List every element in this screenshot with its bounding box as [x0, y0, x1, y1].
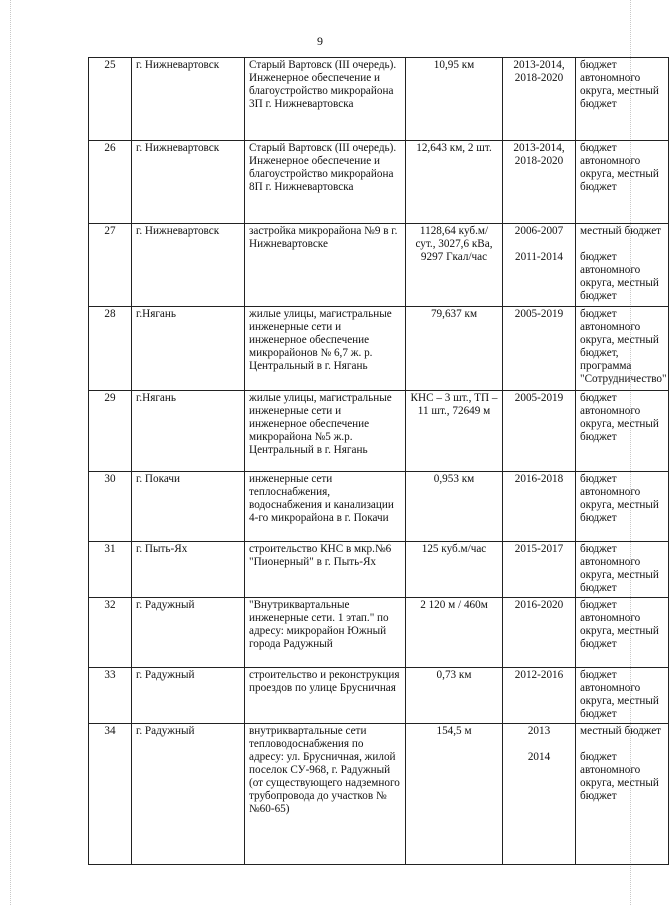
row-number: 32 [89, 598, 132, 668]
city-cell: г. Нижневартовск [132, 58, 245, 141]
description-cell: Старый Вартовск (III очередь). Инженерное обеспечение и благоустройство микрорайона 8П г. Нижневартовска [245, 141, 406, 224]
funding-cell [576, 224, 669, 307]
row-number: 30 [89, 472, 132, 542]
funding-cell: бюджет автономного округа, местный бюджет [576, 141, 669, 224]
page-number: 9 [317, 34, 323, 48]
funding-cell: бюджет автономного округа, местный бюджет [576, 58, 669, 141]
row-number: 29 [89, 391, 132, 472]
funding-cell: бюджет автономного округа, местный бюджет [576, 598, 669, 668]
funding-value: местный бюджет [580, 225, 662, 237]
funding-cell: бюджет автономного округа, местный бюджет, программа "Сотрудничество" [576, 307, 669, 391]
table-row [89, 307, 669, 391]
city-cell: г. Пыть-Ях [132, 542, 245, 598]
description-cell: жилые улицы, магистральные инженерные сети и инженерное обеспечение микрорайона №5 ж.р. Центральный в г. Нягань [245, 391, 406, 472]
row-number: 33 [89, 668, 132, 724]
description-cell: Старый Вартовск (III очередь). Инженерное обеспечение и благоустройство микрорайона 3П г. Нижневартовска [245, 58, 406, 141]
years-value: 2006-2007 [514, 225, 564, 237]
city-cell: г.Нягань [132, 391, 245, 472]
capacity-cell: 12,643 км, 2 шт. [406, 141, 503, 224]
years-value-second: 2014 [527, 751, 551, 763]
funding-cell: бюджет автономного округа, местный бюджет [576, 668, 669, 724]
description-cell: внутриквартальные сети тепловодоснабжения по адресу: ул. Брусничная, жилой поселок СУ-968, г. Радужный (от существующего надземного трубопровода до участков №№60-65) [245, 724, 406, 865]
capacity-cell: 1128,64 куб.м/сут., 3027,6 кВа, 9297 Гкал/час [406, 224, 503, 307]
description-cell: застройка микрорайона №9 в г. Нижневартовске [245, 224, 406, 307]
row-number: 31 [89, 542, 132, 598]
table-row [89, 598, 669, 668]
funding-cell [576, 724, 669, 865]
description-cell: строительство и реконструкция проездов по улице Брусничная [245, 668, 406, 724]
years-cell [503, 724, 576, 865]
description-cell: жилые улицы, магистральные инженерные сети и инженерное обеспечение микрорайонов № 6,7 ж. р. Центральный в г. Нягань [245, 307, 406, 391]
city-cell: г. Нижневартовск [132, 224, 245, 307]
city-cell: г. Радужный [132, 598, 245, 668]
city-cell: г. Радужный [132, 724, 245, 865]
row-number: 26 [89, 141, 132, 224]
table-row [89, 472, 669, 542]
funding-value-second: бюджет автономного округа, местный бюджет [580, 251, 659, 302]
table-row [89, 141, 669, 224]
row-number: 34 [89, 724, 132, 865]
description-cell: строительство КНС в мкр.№6 "Пионерный" в г. Пыть-Ях [245, 542, 406, 598]
years-cell: 2013-2014, 2018-2020 [503, 58, 576, 141]
projects-table [88, 57, 669, 865]
table-row [89, 391, 669, 472]
row-number: 28 [89, 307, 132, 391]
years-cell [503, 224, 576, 307]
description-cell: "Внутриквартальные инженерные сети. 1 этап." по адресу: микрорайон Южный города Радужный [245, 598, 406, 668]
capacity-cell: 125 куб.м/час [406, 542, 503, 598]
years-cell: 2005-2019 [503, 391, 576, 472]
city-cell: г.Нягань [132, 307, 245, 391]
table-row [89, 668, 669, 724]
years-cell: 2013-2014, 2018-2020 [503, 141, 576, 224]
capacity-cell: КНС – 3 шт., ТП – 11 шт., 72649 м [406, 391, 503, 472]
table-row [89, 58, 669, 141]
years-cell: 2012-2016 [503, 668, 576, 724]
scan-edge-left [10, 0, 12, 905]
funding-cell: бюджет автономного округа, местный бюджет [576, 542, 669, 598]
capacity-cell: 0,953 км [406, 472, 503, 542]
funding-value-second: бюджет автономного округа, местный бюджет [580, 751, 659, 802]
table-row [89, 224, 669, 307]
years-value: 2013 [527, 725, 551, 737]
table-row [89, 724, 669, 865]
table-row [89, 542, 669, 598]
funding-cell: бюджет автономного округа, местный бюджет [576, 472, 669, 542]
city-cell: г. Покачи [132, 472, 245, 542]
years-cell: 2015-2017 [503, 542, 576, 598]
description-cell: инженерные сети теплоснабжения, водоснабжения и канализации 4-го микрорайона в г. Покачи [245, 472, 406, 542]
capacity-cell: 154,5 м [406, 724, 503, 865]
years-value-second: 2011-2014 [514, 251, 564, 263]
years-cell: 2005-2019 [503, 307, 576, 391]
row-number: 27 [89, 224, 132, 307]
funding-cell: бюджет автономного округа, местный бюджет [576, 391, 669, 472]
years-cell: 2016-2018 [503, 472, 576, 542]
funding-value: местный бюджет [580, 725, 662, 737]
years-cell: 2016-2020 [503, 598, 576, 668]
capacity-cell: 0,73 км [406, 668, 503, 724]
capacity-cell: 2 120 м / 460м [406, 598, 503, 668]
capacity-cell: 79,637 км [406, 307, 503, 391]
capacity-cell: 10,95 км [406, 58, 503, 141]
city-cell: г. Радужный [132, 668, 245, 724]
city-cell: г. Нижневартовск [132, 141, 245, 224]
row-number: 25 [89, 58, 132, 141]
